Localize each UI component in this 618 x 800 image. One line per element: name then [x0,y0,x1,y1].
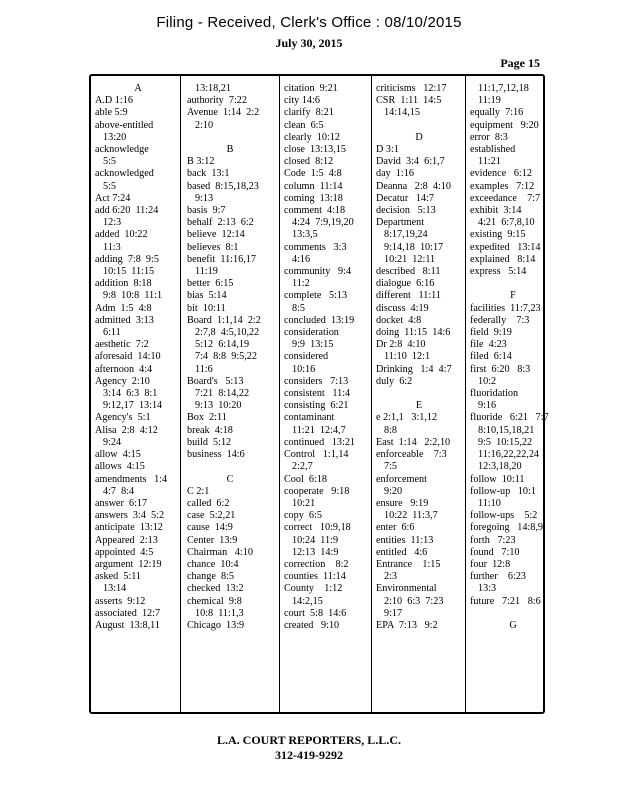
index-letter-heading: A [134,83,142,94]
index-entry: believes 8:1 [187,241,239,253]
index-letter-heading: B [226,144,234,156]
index-entry: court 5:8 14:6 [284,607,347,619]
index-entry: amendments 1:4 [95,473,168,485]
index-entry: 9:5 10:15,22 [478,436,533,448]
index-entry: August 13:8,11 [95,619,160,631]
index-entry: 5:5 [103,180,117,192]
index-entry: 11:21 [478,156,501,168]
index-entry: 11:10 12:1 [384,351,431,363]
index-entry: fluoride 6:21 7:7 [470,412,549,424]
index-entry: acknowledged [95,168,154,180]
index-entry: follow-ups 5:2 [470,510,538,522]
page-number: Page 15 [500,56,540,70]
index-entry: examples 7:12 [470,180,535,192]
index-entry: authority 7:22 [187,95,247,107]
index-entry: 4:7 8:4 [103,485,135,497]
index-entry: asked 5:11 [95,571,142,583]
index-entry: correct 10:9,18 [284,522,351,534]
index-entry: counties 11:14 [284,571,346,583]
index-entry: 9:20 [384,485,403,497]
company-name: L.A. COURT REPORTERS, L.L.C. [217,733,401,747]
index-entry: CSR 1:11 14:5 [376,95,442,107]
index-entry: 11:6 [195,363,213,375]
index-entry: 9:13 [195,192,214,204]
index-entry: 13:20 [103,131,127,143]
index-entry: basis 9:7 [187,205,226,217]
index-entry: appointed 4:5 [95,546,154,558]
index-entry: clarify 8:21 [284,107,334,119]
index-entry: existing 9:15 [470,229,526,241]
index-entry: follow-up 10:1 [470,485,536,497]
index-entry: follow 10:11 [470,473,525,485]
index-entry: established [470,144,516,156]
index-entry: benefit 11:16,17 [187,253,256,265]
index-entry: bit 10:11 [187,302,226,314]
index-letter-heading: C [226,473,234,485]
index-letter-heading: D [415,131,423,143]
index-entry: Decatur 14:7 [376,192,434,204]
index-entry: first 6:20 8:3 [470,363,531,375]
index-entry: docket 4:8 [376,314,422,326]
index-entry: 9:9 13:15 [292,339,334,351]
index-entry: A.D 1:16 [95,95,133,107]
index-entry: chance 10:4 [187,558,239,570]
index-entry: 10:24 11:9 [292,534,339,546]
index-letter-heading: G [509,619,517,631]
index-entry: 9:14,18 10:17 [384,241,444,253]
index-entry: closed 8:12 [284,156,334,168]
index-entry: further 6:23 [470,571,527,583]
index-entry: change 8:5 [187,571,234,583]
index-entry: 11:3 [103,241,121,253]
index-entry: community 9:4 [284,266,352,278]
index-entry: 11:1,7,12,18 [478,83,529,94]
index-entry: decision 5:13 [376,205,436,217]
index-entry: explained 8:14 [470,253,536,265]
index-entry: contaminant [284,412,335,424]
index-column-5 [470,83,556,632]
index-entry [187,461,273,473]
index-entry: federally 7:3 [470,314,530,326]
index-entry: field 9:19 [470,327,512,339]
index-entry: 9:17 [384,607,403,619]
index-entry: 8:8 [384,424,398,436]
index-entry: dialogue 6:16 [376,278,435,290]
index-column-4 [376,83,462,632]
index-entry: D 3:1 [376,144,399,156]
index-entry: allow 4:15 [95,449,141,461]
index-entry: comments 3:3 [284,241,347,253]
index-entry: considered [284,351,329,363]
index-entry: facilities 11:7,23 [470,302,541,314]
index-entry: enforcement [376,473,427,485]
index-entry: acknowledge [95,144,149,156]
index-letter-heading: E [415,400,423,412]
index-entry: business 14:6 [187,449,245,461]
index-entry: David 3:4 6:1,7 [376,156,445,168]
index-entry: anticipate 13:12 [95,522,163,534]
index-entry: 13:3 [478,583,497,595]
index-entry: Act 7:24 [95,192,131,204]
index-entry: cooperate 9:18 [284,485,350,497]
index-entry: exceedance 7:7 [470,192,541,204]
index-entry: duly 6:2 [376,375,413,387]
filing-stamp: Filing - Received, Clerk's Office : 08/10/2015 [156,14,462,31]
index-entry: Center 13:9 [187,534,238,546]
document-date: July 30, 2015 [275,36,343,50]
index-entry: Entrance 1:15 [376,558,441,570]
index-entry: 11:19 [195,266,218,278]
index-entry: 10:2 [478,375,497,387]
index-entry: future 7:21 8:6 [470,595,541,607]
index-entry: Board's 5:13 [187,375,244,387]
index-entry: fluoridation [470,388,519,400]
index-entry: 13:14 [103,583,127,595]
column-divider [279,74,280,714]
index-entry: 2:10 6:3 7:23 [384,595,444,607]
index-entry: 11:2 [292,278,310,290]
index-entry: clearly 10:12 [284,131,341,143]
index-entry: Box 2:11 [187,412,227,424]
index-entry: behalf 2:13 6:2 [187,217,254,229]
index-entry: 10:16 [292,363,316,375]
index-entry: e 2:1,1 3:1,12 [376,412,438,424]
index-entry: forth 7:23 [470,534,516,546]
index-entry: Agency 2:10 [95,375,150,387]
index-entry: doing 11:15 14:6 [376,327,451,339]
index-entry [187,132,273,144]
index-entry: 14:2,15 [292,595,323,607]
index-entry: 11:21 12:4,7 [292,424,346,436]
index-entry: bias 5:14 [187,290,227,302]
index-entry [470,608,556,620]
index-entry: build 5:12 [187,436,232,448]
index-entry: Code 1:5 4:8 [284,168,342,180]
index-entry: 9:8 10:8 11:1 [103,290,163,302]
index-entry: Chairman 4:10 [187,546,253,558]
index-entry [376,120,462,132]
index-entry: city 14:6 [284,95,320,107]
index-entry: cause 14:9 [187,522,233,534]
index-column-1 [95,83,181,632]
index-entry: admitted 3:13 [95,314,154,326]
index-entry: concluded 13:19 [284,314,355,326]
index-entry: asserts 9:12 [95,595,146,607]
index-entry: equipment 9:20 [470,119,539,131]
index-entry: consideration [284,327,339,339]
index-entry: 13:3,5 [292,229,318,241]
index-entry: 10:8 11:1,3 [195,607,244,619]
index-entry: discuss 4:19 [376,302,429,314]
index-entry: close 13:13,15 [284,144,346,156]
index-entry: enter 6:6 [376,522,415,534]
index-entry: 12:3 [103,217,122,229]
index-entry: afternoon 4:4 [95,363,153,375]
index-entry: different 11:11 [376,290,441,302]
index-entry: called 6:2 [187,497,230,509]
index-entry: described 8:11 [376,266,441,278]
index-entry: entities 11:13 [376,534,434,546]
index-entry: 2:3 [384,571,398,583]
index-entry: answers 3:4 5:2 [95,510,165,522]
index-entry: 10:21 12:11 [384,253,436,265]
index-entry: enforceable 7:3 [376,449,447,461]
index-entry: 6:11 [103,327,121,339]
index-entry: continued 13:21 [284,436,356,448]
index-column-2 [187,83,273,632]
index-entry: 10:21 [292,497,316,509]
index-entry: 9:12,17 13:14 [103,400,163,412]
index-entry: 9:16 [478,400,497,412]
index-entry: 8:5 [292,302,306,314]
index-entry: Cool 6:18 [284,473,328,485]
index-entry: 10:22 11:3,7 [384,510,438,522]
index-entry: Alisa 2:8 4:12 [95,424,158,436]
index-entry: 13:18,21 [195,83,231,94]
index-entry: answer 6:17 [95,497,148,509]
index-entry: filed 6:14 [470,351,512,363]
index-entry: break 4:18 [187,424,233,436]
index-entry: created 9:10 [284,619,340,631]
index-entry: 7:5 [384,461,398,473]
index-entry: 11:16,22,22,24 [478,449,540,461]
index-entry: 8:10,15,18,21 [478,424,535,436]
column-divider [371,74,372,714]
index-entry [376,388,462,400]
index-entry: Board 1:1,14 2:2 [187,314,261,326]
index-entry: correction 8:2 [284,558,349,570]
index-entry: chemical 9:8 [187,595,242,607]
index-entry: EPA 7:13 9:2 [376,619,438,631]
index-entry: ensure 9:19 [376,497,429,509]
index-entry: checked 13:2 [187,583,244,595]
index-entry: Chicago 13:9 [187,619,245,631]
index-entry: 4:16 [292,253,311,265]
index-entry: 9:24 [103,436,122,448]
index-entry: 4:21 6:7,8,10 [478,217,535,229]
index-entry: exhibit 3:14 [470,205,522,217]
index-entry: 9:13 10:20 [195,400,242,412]
index-entry: East 1:14 2:2,10 [376,436,451,448]
index-entry: C 2:1 [187,485,210,497]
company-phone: 312-419-9292 [275,748,343,762]
column-divider [465,74,466,714]
index-entry [470,278,556,290]
index-entry: 7:4 8:8 9:5,22 [195,351,257,363]
index-entry: based 8:15,18,23 [187,180,259,192]
index-entry: Environmental [376,583,437,595]
index-entry: 11:10 [478,497,501,509]
index-entry: 10:15 11:15 [103,266,155,278]
index-entry: file 4:23 [470,339,507,351]
index-entry: entitled 4:6 [376,546,428,558]
index-entry: 11:19 [478,95,501,107]
index-entry: criticisms 12:17 [376,83,447,94]
index-column-3 [284,83,370,632]
index-letter-heading: F [510,290,516,302]
index-entry: able 5:9 [95,107,128,119]
index-entry: Deanna 2:8 4:10 [376,180,451,192]
index-entry: clean 6:5 [284,119,324,131]
index-entry: above-entitled [95,119,154,131]
index-entry: Dr 2:8 4:10 [376,339,426,351]
index-entry: better 6:15 [187,278,234,290]
index-entry: 5:12 6:14,19 [195,339,250,351]
index-entry: 3:14 6:3 8:1 [103,388,158,400]
index-entry: case 5:2,21 [187,510,236,522]
index-entry: equally 7:16 [470,107,524,119]
index-entry: consistent 11:4 [284,388,351,400]
index-entry: add 6:20 11:24 [95,205,159,217]
index-entry: expedited 13:14 [470,241,541,253]
index-entry: citation 9:21 [284,83,338,94]
index-entry: day 1:16 [376,168,414,180]
index-entry: 4:24 7:9,19,20 [292,217,354,229]
index-entry: error 8:3 [470,131,508,143]
index-entry: Drinking 1:4 4:7 [376,363,452,375]
index-entry: adding 7:8 9:5 [95,253,159,265]
index-entry: considers 7:13 [284,375,349,387]
index-entry: aforesaid 14:10 [95,351,161,363]
index-entry: B 3:12 [187,156,215,168]
index-entry: four 12:8 [470,558,511,570]
index-entry: believe 12:14 [187,229,245,241]
index-entry: 2:10 [195,119,214,131]
index-entry: 12:13 14:9 [292,546,339,558]
index-entry: complete 5:13 [284,290,348,302]
index-entry: 5:5 [103,156,117,168]
index-entry: allows 4:15 [95,461,145,473]
index-entry: 2:7,8 4:5,10,22 [195,327,260,339]
index-entry: back 13:1 [187,168,230,180]
index-entry: consisting 6:21 [284,400,349,412]
index-entry: 2:2,7 [292,461,313,473]
index-entry: addition 8:18 [95,278,152,290]
index-entry: Avenue 1:14 2:2 [187,107,260,119]
index-entry: 14:14,15 [384,107,420,119]
index-entry: evidence 6:12 [470,168,532,180]
index-entry: comment 4:18 [284,205,346,217]
index-entry: express 5:14 [470,266,527,278]
index-entry: aesthetic 7:2 [95,339,149,351]
index-entry: Agency's 5:1 [95,412,151,424]
index-entry: Control 1:1,14 [284,449,349,461]
index-entry: 12:3,18,20 [478,461,522,473]
index-entry: argument 12:19 [95,558,162,570]
index-entry: 7:21 8:14,22 [195,388,250,400]
index-entry: coming 13:18 [284,192,343,204]
index-entry: 8:17,19,24 [384,229,428,241]
index-entry: Appeared 2:13 [95,534,158,546]
index-entry: added 10:22 [95,229,148,241]
index-entry: column 11:14 [284,180,343,192]
index-entry: Department [376,217,425,229]
index-entry: County 1:12 [284,583,343,595]
index-entry: Adm 1:5 4:8 [95,302,152,314]
index-entry: found 7:10 [470,546,520,558]
index-entry: foregoing 14:8,9 [470,522,543,534]
index-entry: associated 12:7 [95,607,161,619]
index-entry: copy 6:5 [284,510,322,522]
